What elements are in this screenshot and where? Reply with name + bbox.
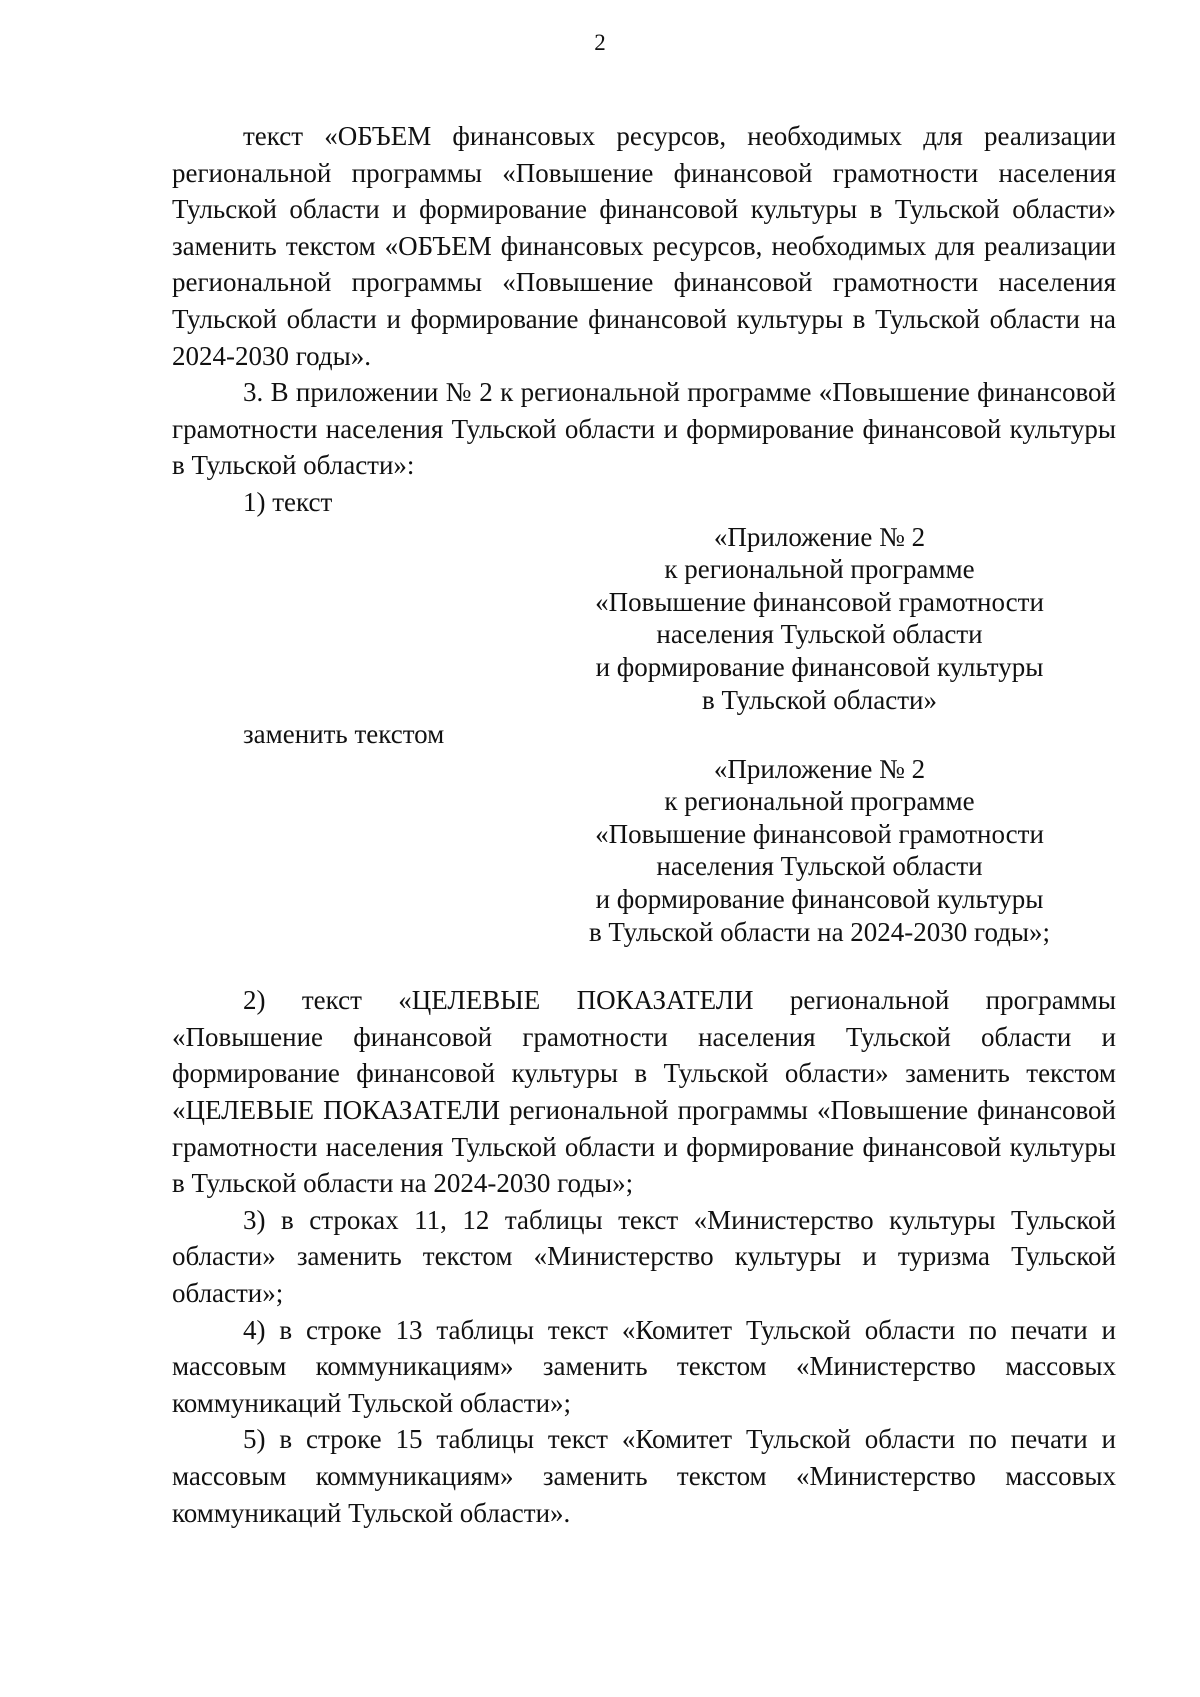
appendix-new-line: к региональной программе bbox=[664, 786, 975, 817]
appendix-old-line: в Тульской области» bbox=[702, 684, 937, 715]
appendix-old-line: «Повышение финансовой грамотности bbox=[595, 586, 1044, 617]
paragraph-subitem-5: 5) в строке 15 таблицы текст «Комитет Тульской области по печати и массовым коммуникациям» заменить текстом «Министерство массовых коммуникаций Тульской области». bbox=[172, 1424, 1116, 1528]
paragraph-subitem-4: 4) в строке 13 таблицы текст «Комитет Тульской области по печати и массовым коммуникациям» заменить текстом «Министерство массовых коммуникаций Тульской области»; bbox=[172, 1314, 1116, 1418]
appendix-old-line: к региональной программе bbox=[664, 554, 975, 585]
appendix-new-line: и формирование финансовой культуры bbox=[595, 884, 1044, 915]
subitem-1-label: 1) текст bbox=[243, 486, 333, 517]
paragraph-subitem-2: 2) текст «ЦЕЛЕВЫЕ ПОКАЗАТЕЛИ региональной программы «Повышение финансовой грамотности населения Тульской области и формирование финансовой культуры в Тульской области» заменить текстом «ЦЕЛЕВЫЕ ПОКАЗАТЕЛИ региональной программы «Повышение финансовой грамотности населения Тульской области и формирование финансовой культуры в Тульской области на 2024-2030 годы»; bbox=[172, 985, 1116, 1199]
appendix-old-line: и формирование финансовой культуры bbox=[595, 651, 1044, 682]
appendix-header-new bbox=[172, 753, 1072, 949]
appendix-new-line: населения Тульской области bbox=[656, 851, 983, 882]
appendix-old-line: населения Тульской области bbox=[656, 619, 983, 650]
appendix-new-line: «Приложение № 2 bbox=[713, 753, 926, 784]
appendix-new-line: «Повышение финансовой грамотности bbox=[595, 818, 1044, 849]
appendix-header-old bbox=[172, 521, 1072, 717]
paragraph-subitem-3: 3) в строках 11, 12 таблицы текст «Министерство культуры Тульской области» заменить текстом «Министерство культуры и туризма Тульской области»; bbox=[172, 1204, 1116, 1308]
appendix-old-line: «Приложение № 2 bbox=[713, 521, 926, 552]
document-body bbox=[172, 118, 1116, 1531]
spacer bbox=[172, 948, 1116, 982]
paragraph-objem: текст «ОБЪЕМ финансовых ресурсов, необходимых для реализации региональной программы «Повышение финансовой грамотности населения Тульской области и формирование финансовой культуры в Тульской области» заменить текстом «ОБЪЕМ финансовых ресурсов, необходимых для реализации региональной программы «Повышение финансовой грамотности населения Тульской области и формирование финансовой культуры в Тульской области на 2024-2030 годы». bbox=[172, 121, 1116, 371]
appendix-new-line: в Тульской области на 2024-2030 годы»; bbox=[588, 916, 1051, 947]
paragraph-item-3: 3. В приложении № 2 к региональной программе «Повышение финансовой грамотности населения Тульской области и формирование финансовой культуры в Тульской области»: bbox=[172, 377, 1116, 481]
replace-label: заменить текстом bbox=[243, 719, 445, 750]
page-number: 2 bbox=[594, 30, 606, 55]
